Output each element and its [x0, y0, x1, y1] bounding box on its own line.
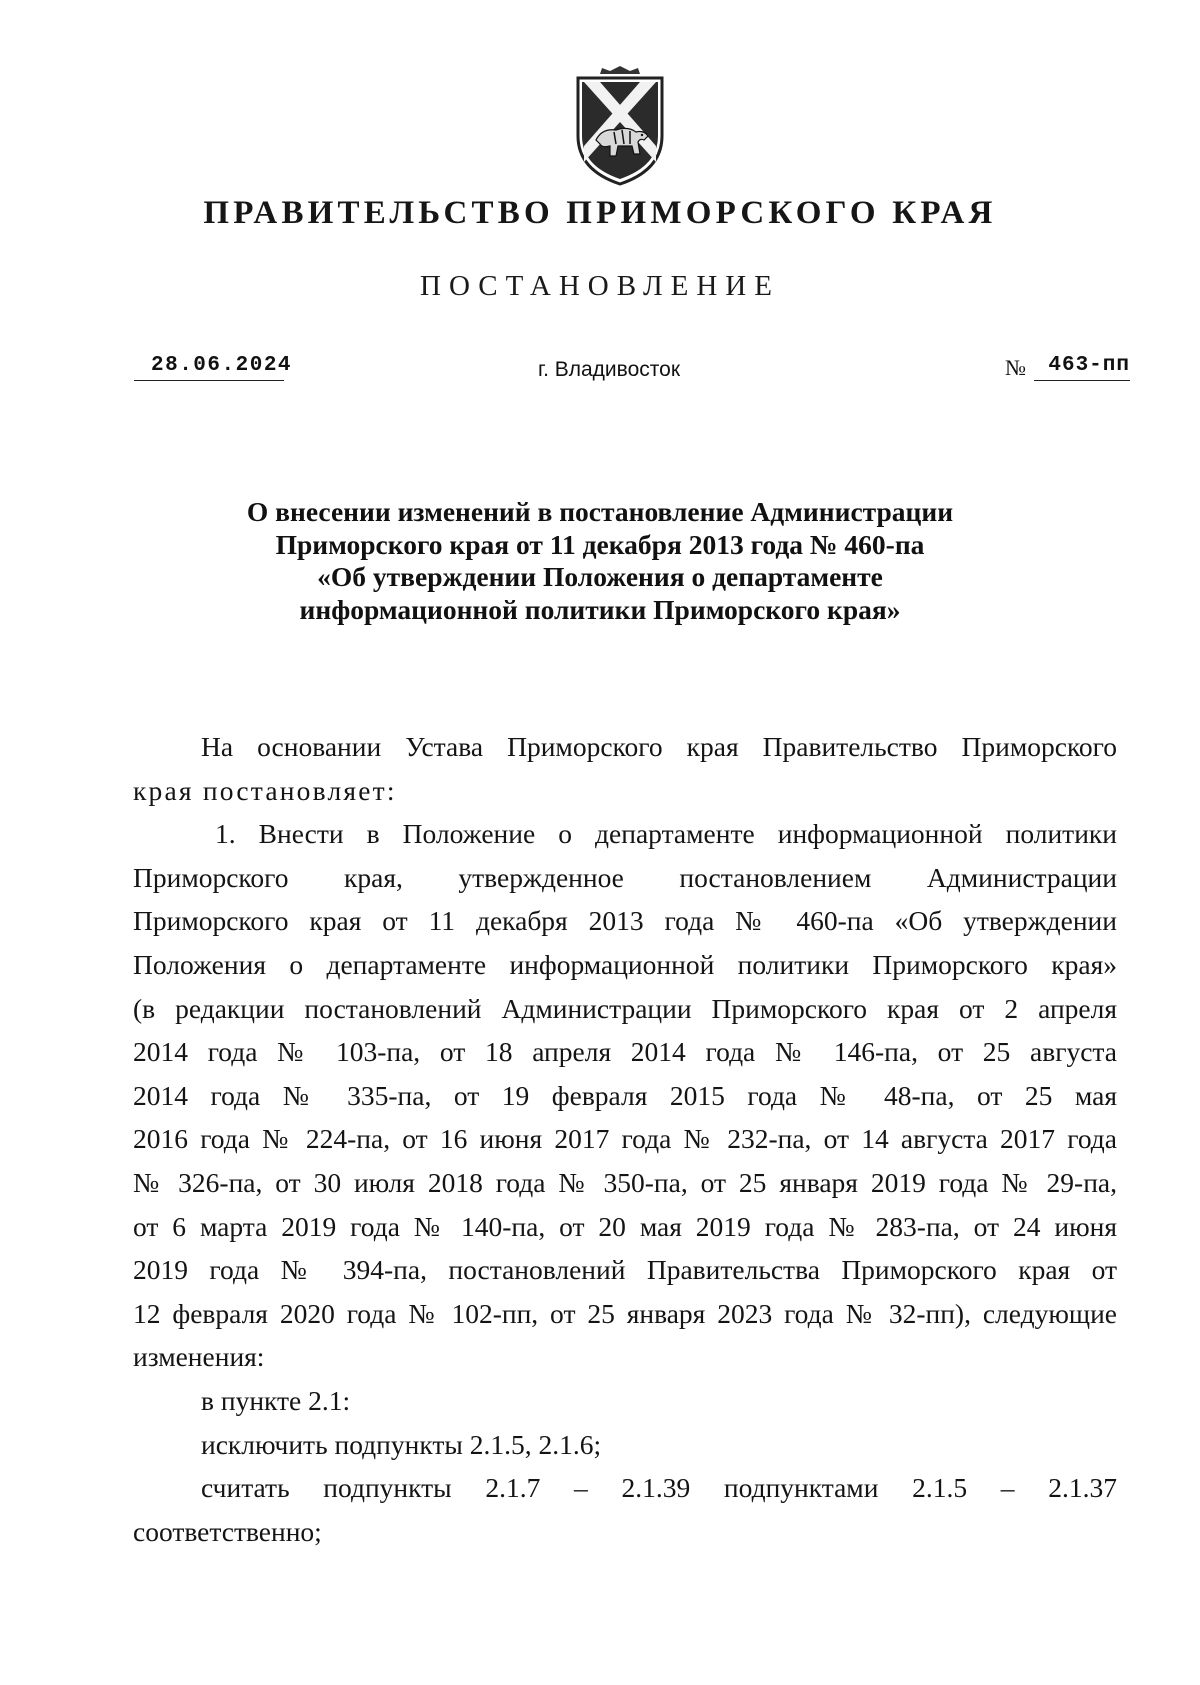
body-line: Приморского края от 11 декабря 2013 года № 460-па «Об утверждении: [133, 905, 1117, 937]
body-line: Положения о департаменте информационной политики Приморского края»: [133, 948, 1117, 980]
body-line: соответственно;: [133, 1515, 322, 1547]
body-line: 2014 года № 103-па, от 18 апреля 2014 года № 146-па, от 25 августа: [133, 1036, 1117, 1068]
body-line: края постановляет:: [133, 774, 397, 806]
government-title: ПРАВИТЕЛЬСТВО ПРИМОРСКОГО КРАЯ: [203, 195, 997, 231]
body-line: № 326-па, от 30 июля 2018 года № 350-па, от 25 января 2019 года № 29-па,: [133, 1166, 1117, 1198]
body-line: (в редакции постановлений Администрации Приморского края от 2 апреля: [133, 992, 1117, 1024]
body-line: считать подпункты 2.1.7 – 2.1.39 подпунктами 2.1.5 – 2.1.37: [201, 1472, 1117, 1504]
subject-line: Приморского края от 11 декабря 2013 года № 460-па: [275, 528, 925, 560]
subject-line: информационной политики Приморского края»: [299, 593, 901, 625]
body-line: На основании Устава Приморского края Правительство Приморского: [201, 731, 1117, 762]
document-meta: [0, 352, 1200, 392]
body-line: в пункте 2.1:: [201, 1384, 351, 1416]
body-line: 2016 года № 224-па, от 16 июня 2017 года № 232-па, от 14 августа 2017 года: [133, 1123, 1117, 1155]
body-line: 2014 года № 335-па, от 19 февраля 2015 года № 48-па, от 25 мая: [133, 1079, 1117, 1111]
document-city: г. Владивосток: [537, 358, 681, 381]
number-sign: №: [1005, 355, 1026, 380]
body-line: 1. Внести в Положение о департаменте информационной политики: [215, 818, 1117, 850]
document-number: 463-пп: [1034, 352, 1130, 381]
body-line: исключить подпункты 2.1.5, 2.1.6;: [201, 1428, 602, 1460]
subject-line: «Об утверждении Положения о департаменте: [317, 561, 883, 592]
body-line: изменения:: [133, 1341, 265, 1373]
document-type: ПОСТАНОВЛЕНИЕ: [420, 270, 780, 302]
document-subject: [0, 496, 1200, 626]
body-line: Приморского края, утвержденное постановлением Администрации: [133, 861, 1117, 893]
body-line: 2019 года № 394-па, постановлений Правительства Приморского края от: [133, 1254, 1117, 1286]
coat-of-arms-icon: [570, 66, 670, 186]
body-line: от 6 марта 2019 года № 140-па, от 20 мая 2019 года № 283-па, от 24 июня: [133, 1210, 1117, 1242]
document-date: 28.06.2024: [134, 352, 284, 381]
body-line: 12 февраля 2020 года № 102-пп, от 25 января 2023 года № 32-пп), следующие: [133, 1297, 1117, 1329]
subject-line: О внесении изменений в постановление Администрации: [246, 496, 954, 527]
document-body: [133, 725, 1117, 1553]
